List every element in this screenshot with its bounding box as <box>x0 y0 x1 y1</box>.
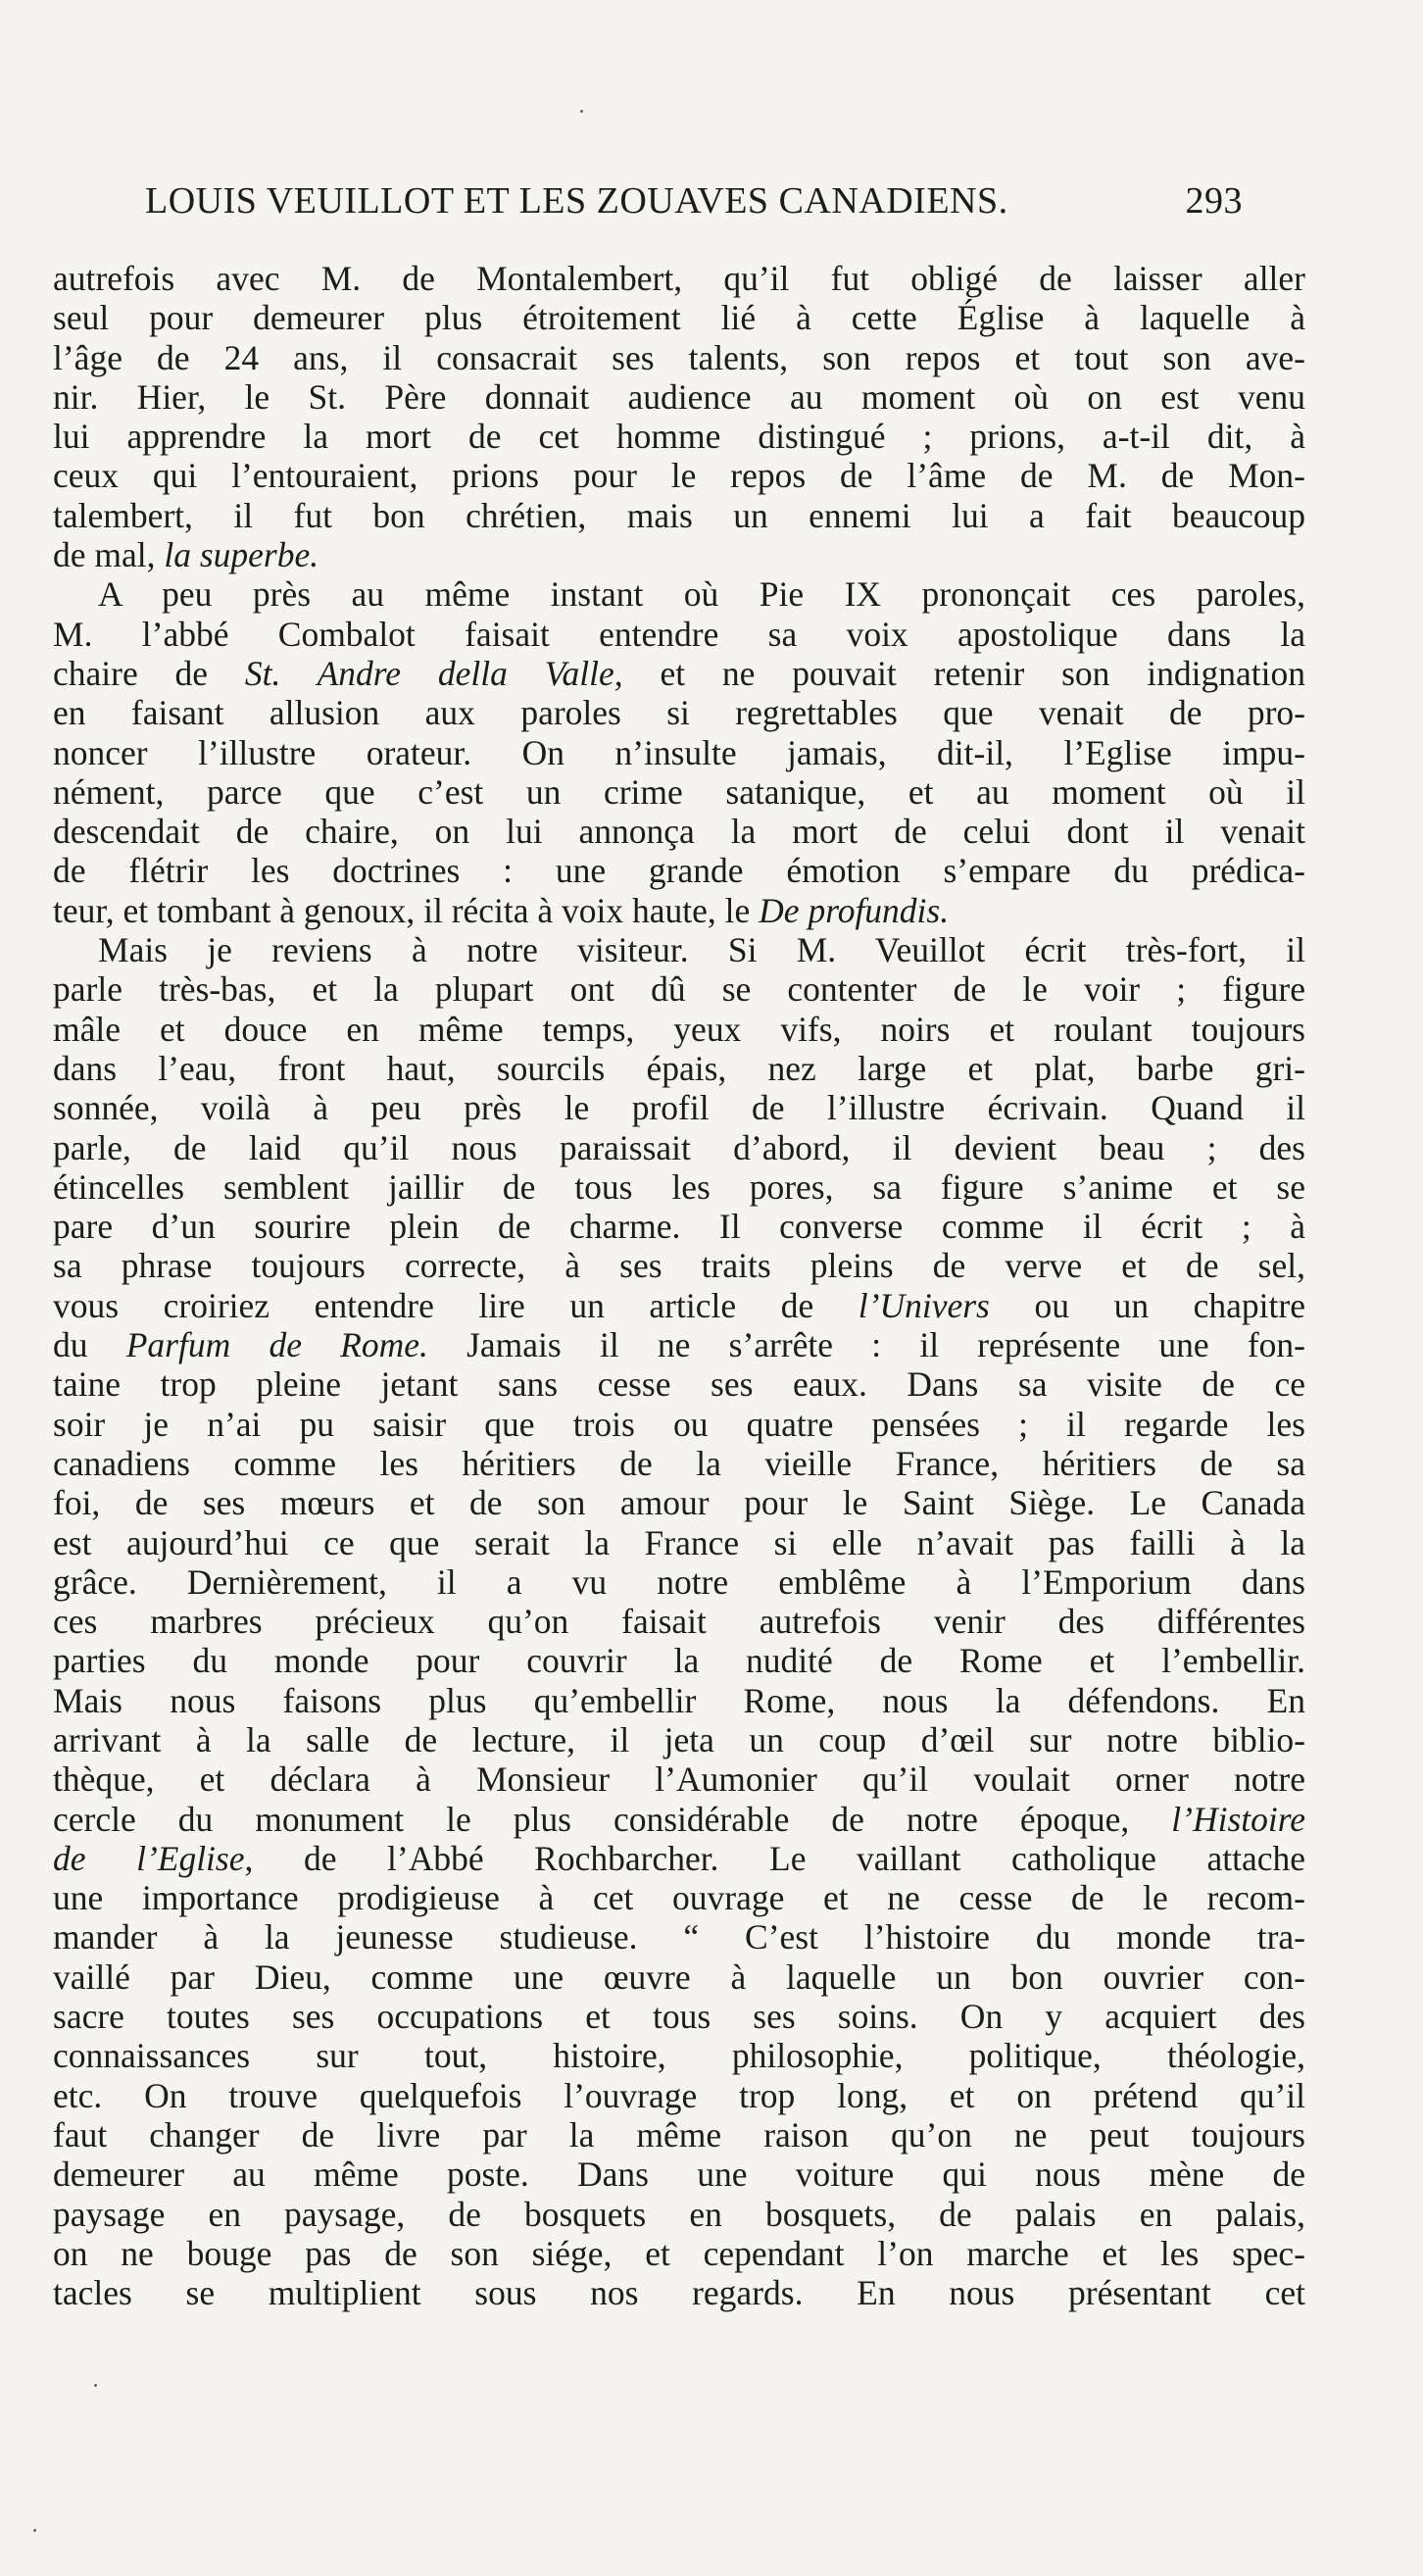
italic-text: St. Andre della Valle, <box>244 653 623 693</box>
text-line <box>53 535 1305 574</box>
text-segment: ceux qui l’entouraient, prions pour le repos de l’âme de M. de Mon- <box>53 456 1305 496</box>
text-segment: pare d’un sourire plein de charme. Il converse comme il écrit ; à <box>53 1207 1305 1247</box>
text-segment: l’âge de 24 ans, il consacrait ses talents, son repos et tout son ave- <box>53 337 1305 377</box>
text-segment: nir. Hier, le St. Père donnait audience au moment où on est venu <box>53 376 1305 417</box>
text-segment: vous croiriez entendre lire un article de <box>53 1285 859 1325</box>
text-segment: Mais je reviens à notre visiteur. Si M. Veuillot écrit très-fort, il <box>98 930 1305 970</box>
text-segment: etc. On trouve quelquefois l’ouvrage trop long, et on prétend qu’il <box>53 2075 1305 2115</box>
text-line <box>53 574 1305 614</box>
text-segment: parle, de laid qu’il nous paraissait d’abord, il devient beau ; des <box>53 1127 1305 1167</box>
text-line <box>53 969 1305 1009</box>
text-segment: M. l’abbé Combalot faisait entendre sa voix apostolique dans la <box>53 614 1305 654</box>
text-segment: Jamais il ne s’arrête : il représente une fon- <box>427 1325 1305 1365</box>
text-segment: A peu près au même instant où Pie IX prononçait ces paroles, <box>98 574 1305 615</box>
text-segment: descendait de chaire, on lui annonça la mort de celui dont il venait <box>53 812 1305 852</box>
text-line <box>53 1049 1305 1088</box>
text-line <box>53 1364 1305 1404</box>
text-segment: Mais nous faisons plus qu’embellir Rome, nous la défendons. En <box>53 1680 1305 1720</box>
text-line <box>53 1483 1305 1522</box>
page-header <box>145 176 1243 225</box>
italic-text: l’Univers <box>858 1285 990 1325</box>
text-segment: du <box>53 1325 126 1365</box>
text-line <box>53 1286 1305 1325</box>
text-line <box>53 1444 1305 1483</box>
text-segment: dans l’eau, front haut, sourcils épais, nez large et plat, barbe gri- <box>53 1048 1305 1088</box>
body-text <box>53 259 1305 2312</box>
text-line <box>53 1562 1305 1602</box>
text-segment: on ne bouge pas de son siége, et cependant l’on marche et les spec- <box>53 2233 1305 2273</box>
text-line <box>53 2234 1305 2273</box>
text-segment: taine trop pleine jetant sans cesse ses eaux. Dans sa visite de ce <box>53 1364 1305 1405</box>
text-segment: et ne pouvait retenir son indignation <box>622 653 1305 693</box>
text-segment: sonnée, voilà à peu près le profil de l’illustre écrivain. Quand il <box>53 1088 1305 1128</box>
text-line <box>53 1523 1305 1562</box>
text-segment: nément, parce que c’est un crime satanique, et au moment où il <box>53 771 1305 812</box>
text-segment: chaire de <box>53 653 245 693</box>
text-segment: connaissances sur tout, histoire, philosophie, politique, théologie, <box>53 2036 1305 2076</box>
text-segment: mander à la jeunesse studieuse. “ C’est l’histoire du monde tra- <box>53 1917 1305 1957</box>
italic-text: la superbe. <box>164 535 319 575</box>
text-line <box>53 733 1305 772</box>
text-line <box>53 615 1305 654</box>
text-segment: étincelles semblent jaillir de tous les pores, sa figure s’anime et se <box>53 1166 1305 1207</box>
text-line <box>53 1641 1305 1680</box>
text-line <box>53 2076 1305 2115</box>
text-line <box>53 851 1305 890</box>
text-segment: de mal, <box>53 535 165 575</box>
text-segment: teur, et tombant à genoux, il récita à voix haute, le <box>53 890 760 930</box>
text-line <box>53 377 1305 417</box>
text-segment: sacre toutes ses occupations et tous ses soins. On y acquiert des <box>53 1997 1305 2037</box>
text-segment: seul pour demeurer plus étroitement lié à cette Église à laquelle à <box>53 298 1305 338</box>
text-line <box>53 1878 1305 1917</box>
italic-text: Parfum de Rome. <box>125 1325 428 1365</box>
text-line <box>53 298 1305 337</box>
text-segment: sa phrase toujours correcte, à ses traits pleins de verve et de sel, <box>53 1246 1305 1286</box>
text-segment: noncer l’illustre orateur. On n’insulte jamais, dit-il, l’Eglise impu- <box>53 732 1305 772</box>
text-segment: vaillé par Dieu, comme une œuvre à laquelle un bon ouvrier con- <box>53 1957 1305 1997</box>
page-number: 293 <box>1185 180 1243 222</box>
text-segment: de flétrir les doctrines : une grande émotion s’empare du prédica- <box>53 851 1305 891</box>
text-segment: faut changer de livre par la même raison qu’on ne peut toujours <box>53 2114 1305 2155</box>
italic-text: de l’Eglise <box>53 1838 245 1878</box>
text-segment: paysage en paysage, de bosquets en bosquets, de palais en palais, <box>53 2194 1305 2234</box>
text-line <box>53 1800 1305 1839</box>
text-segment: parties du monde pour couvrir la nudité de Rome et l’embellir. <box>53 1641 1305 1681</box>
text-segment: thèque, et déclara à Monsieur l’Aumonier qu’il voulait orner notre <box>53 1759 1305 1800</box>
text-line <box>53 456 1305 495</box>
text-line <box>53 1405 1305 1444</box>
text-segment: parle très-bas, et la plupart ont dû se contenter de le voir ; figure <box>53 969 1305 1010</box>
text-line <box>53 1128 1305 1167</box>
text-line <box>53 338 1305 377</box>
text-segment: une importance prodigieuse à cet ouvrage et ne cesse de le recom- <box>53 1878 1305 1918</box>
text-line <box>53 2115 1305 2155</box>
text-segment: foi, de ses mœurs et de son amour pour le Saint Siège. Le Canada <box>53 1483 1305 1523</box>
text-line <box>53 2273 1305 2312</box>
text-line <box>53 693 1305 732</box>
text-line <box>53 1759 1305 1799</box>
text-segment: , de l’Abbé Rochbarcher. Le vaillant catholique attache <box>244 1838 1305 1878</box>
text-segment: demeurer au même poste. Dans une voiture qui nous mène de <box>53 2155 1305 2195</box>
text-line <box>53 2036 1305 2075</box>
text-segment: mâle et douce en même temps, yeux vifs, noirs et roulant toujours <box>53 1009 1305 1049</box>
text-line <box>53 1957 1305 1997</box>
text-segment: grâce. Dernièrement, il a vu notre emblême à l’Emporium dans <box>53 1561 1305 1602</box>
running-title: LOUIS VEUILLOT ET LES ZOUAVES CANADIENS. <box>145 180 1008 222</box>
text-segment: soir je n’ai pu saisir que trois ou quatre pensées ; il regarde les <box>53 1404 1305 1444</box>
text-line <box>53 654 1305 693</box>
text-line <box>53 1681 1305 1720</box>
text-segment: en faisant allusion aux paroles si regrettables que venait de pro- <box>53 693 1305 733</box>
text-line <box>53 417 1305 456</box>
text-line <box>53 930 1305 969</box>
text-line <box>53 2155 1305 2194</box>
text-segment: talembert, il fut bon chrétien, mais un ennemi lui a fait beaucoup <box>53 495 1305 535</box>
text-line <box>53 772 1305 812</box>
text-line <box>53 1720 1305 1759</box>
text-segment: ces marbres précieux qu’on faisait autrefois venir des différentes <box>53 1602 1305 1642</box>
text-segment: est aujourd’hui ce que serait la France si elle n’avait pas failli à la <box>53 1522 1305 1562</box>
print-speck <box>33 2529 36 2532</box>
text-line <box>53 1010 1305 1049</box>
text-segment: arrivant à la salle de lecture, il jeta un coup d’œil sur notre biblio- <box>53 1719 1305 1759</box>
text-line <box>53 1167 1305 1207</box>
text-segment: tacles se multiplient sous nos regards. En nous présentant cet <box>53 2273 1305 2313</box>
text-line <box>53 1088 1305 1127</box>
text-line <box>53 812 1305 851</box>
text-segment: canadiens comme les héritiers de la vieille France, héritiers de sa <box>53 1443 1305 1483</box>
text-segment: ou un chapitre <box>989 1285 1305 1325</box>
text-line <box>53 259 1305 298</box>
text-line <box>53 1917 1305 1957</box>
text-line <box>53 1246 1305 1285</box>
text-line <box>53 1839 1305 1878</box>
text-line <box>53 1207 1305 1246</box>
text-line <box>53 496 1305 535</box>
text-line <box>53 1325 1305 1364</box>
text-line <box>53 1602 1305 1641</box>
print-speck <box>580 110 583 113</box>
text-segment: cercle du monument le plus considérable de notre époque, <box>53 1799 1172 1839</box>
text-segment: lui apprendre la mort de cet homme distingué ; prions, a-t-il dit, à <box>53 417 1305 457</box>
print-speck <box>94 2384 97 2387</box>
text-line <box>53 2195 1305 2234</box>
italic-text: De profundis. <box>759 890 950 930</box>
text-line <box>53 1997 1305 2036</box>
text-segment: autrefois avec M. de Montalembert, qu’il fut obligé de laisser aller <box>53 259 1305 298</box>
italic-text: l’Histoire <box>1171 1799 1305 1839</box>
text-line <box>53 891 1305 930</box>
